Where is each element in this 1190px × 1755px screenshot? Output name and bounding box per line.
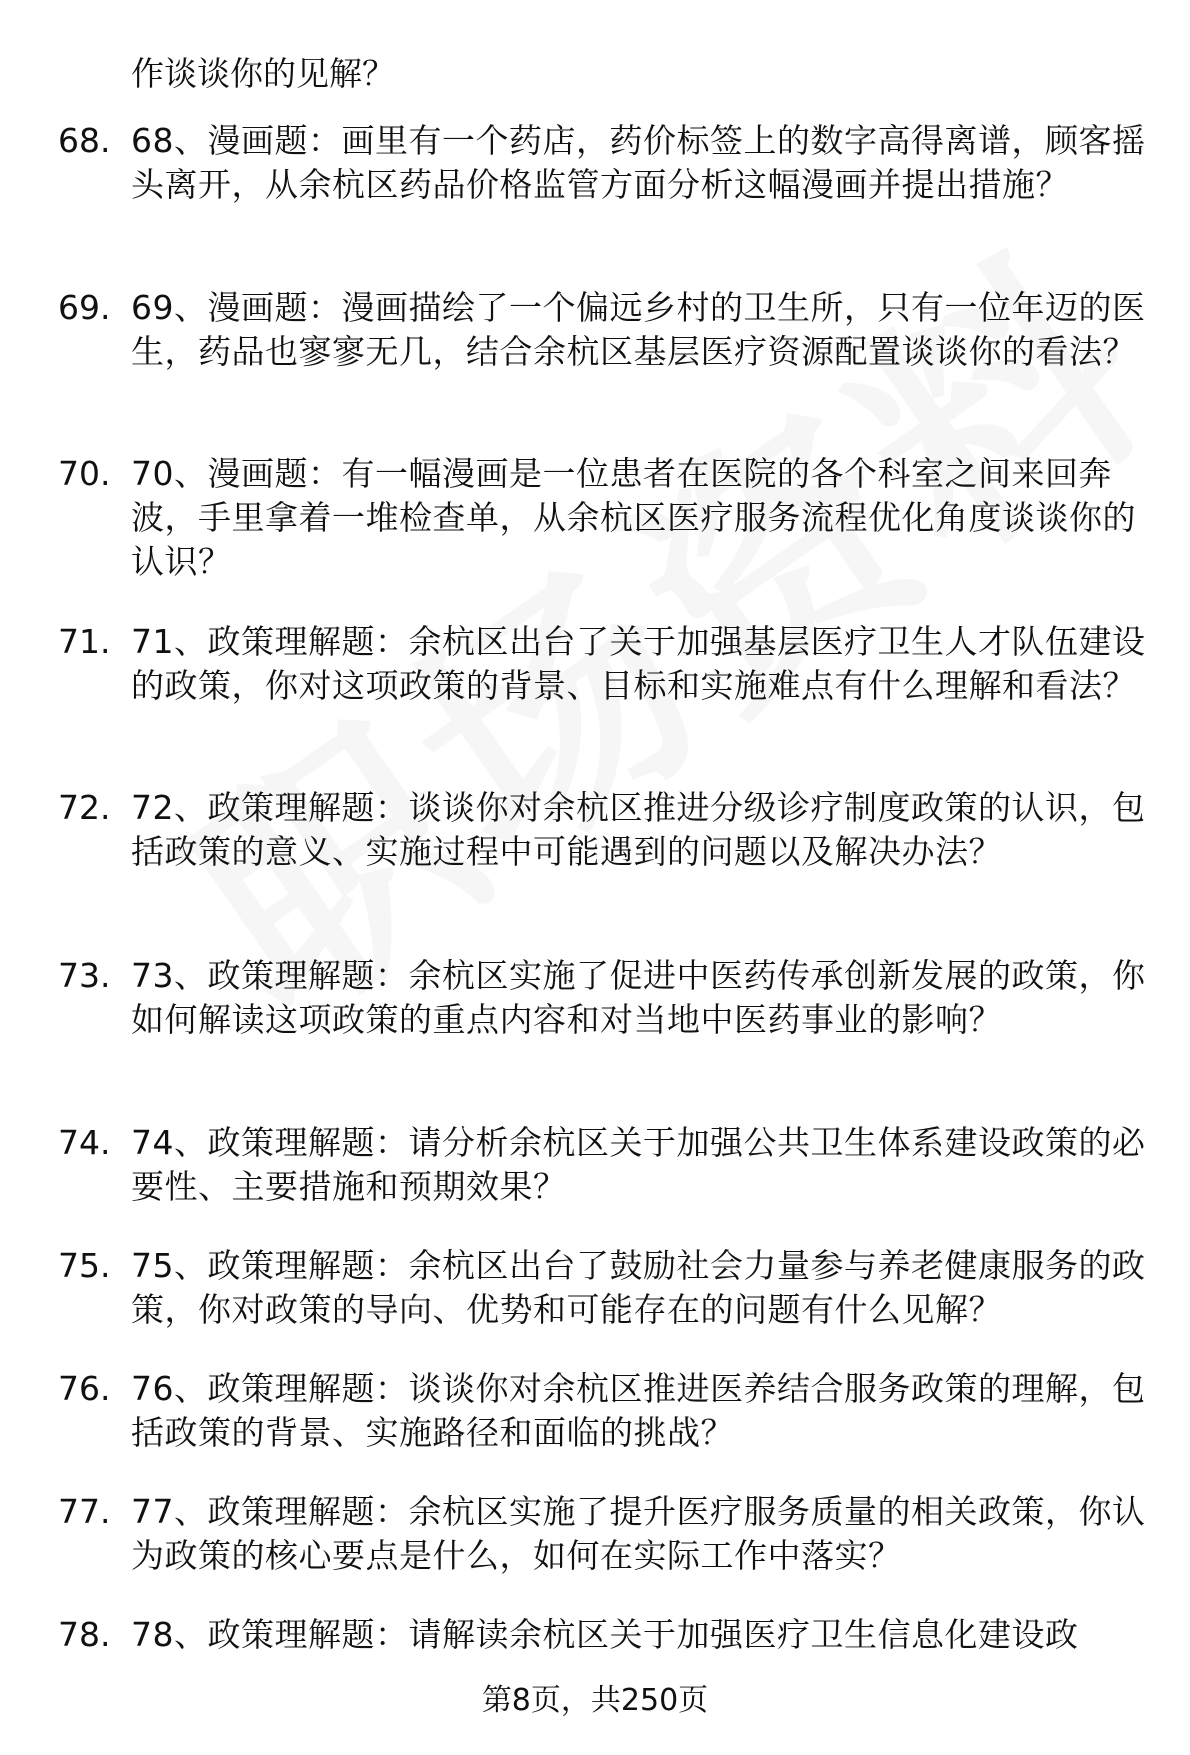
item-text: 74、政策理解题：请分析余杭区关于加强公共卫生体系建设政策的必要性、主要措施和预期效果？ xyxy=(131,1123,1146,1206)
item-number: 72. xyxy=(58,788,111,827)
page-footer: 第8页，共250页 xyxy=(481,1683,709,1718)
list-item xyxy=(0,1613,1190,1657)
item-number: 74. xyxy=(58,1123,111,1162)
item-text: 75、政策理解题：余杭区出台了鼓励社会力量参与养老健康服务的政策，你对政策的导向、优势和可能存在的问题有什么见解？ xyxy=(131,1246,1146,1329)
item-number: 71. xyxy=(58,622,111,661)
item-number: 77. xyxy=(58,1492,111,1531)
item-text: 69、漫画题：漫画描绘了一个偏远乡村的卫生所，只有一位年迈的医生，药品也寥寥无几，结合余杭区基层医疗资源配置谈谈你的看法？ xyxy=(131,288,1146,371)
item-number: 75. xyxy=(58,1246,111,1285)
item-text: 68、漫画题：画里有一个药店，药价标签上的数字高得离谱，顾客摇头离开，从余杭区药品价格监管方面分析这幅漫画并提出措施？ xyxy=(131,121,1146,204)
item-number: 76. xyxy=(58,1369,111,1408)
item-number: 70. xyxy=(58,454,111,493)
item-number: 69. xyxy=(58,288,111,327)
item-text: 77、政策理解题：余杭区实施了提升医疗服务质量的相关政策，你认为政策的核心要点是什么，如何在实际工作中落实？ xyxy=(131,1492,1146,1575)
item-text: 72、政策理解题：谈谈你对余杭区推进分级诊疗制度政策的认识，包括政策的意义、实施过程中可能遇到的问题以及解决办法？ xyxy=(131,788,1146,871)
item-number: 68. xyxy=(58,121,111,160)
item-text: 76、政策理解题：谈谈你对余杭区推进医养结合服务政策的理解，包括政策的背景、实施路径和面临的挑战？ xyxy=(131,1369,1146,1452)
item-number: 73. xyxy=(58,956,111,995)
continuation-line: 作谈谈你的见解？ xyxy=(131,54,395,93)
item-text: 70、漫画题：有一幅漫画是一位患者在医院的各个科室之间来回奔波，手里拿着一堆检查单，从余杭区医疗服务流程优化角度谈谈你的认识？ xyxy=(131,454,1136,581)
item-number: 78. xyxy=(58,1615,111,1654)
item-text: 73、政策理解题：余杭区实施了促进中医药传承创新发展的政策，你如何解读这项政策的重点内容和对当地中医药事业的影响？ xyxy=(131,956,1146,1039)
item-text: 71、政策理解题：余杭区出台了关于加强基层医疗卫生人才队伍建设的政策，你对这项政策的背景、目标和实施难点有什么理解和看法？ xyxy=(131,622,1146,705)
item-text: 78、政策理解题：请解读余杭区关于加强医疗卫生信息化建设政 xyxy=(131,1615,1079,1654)
